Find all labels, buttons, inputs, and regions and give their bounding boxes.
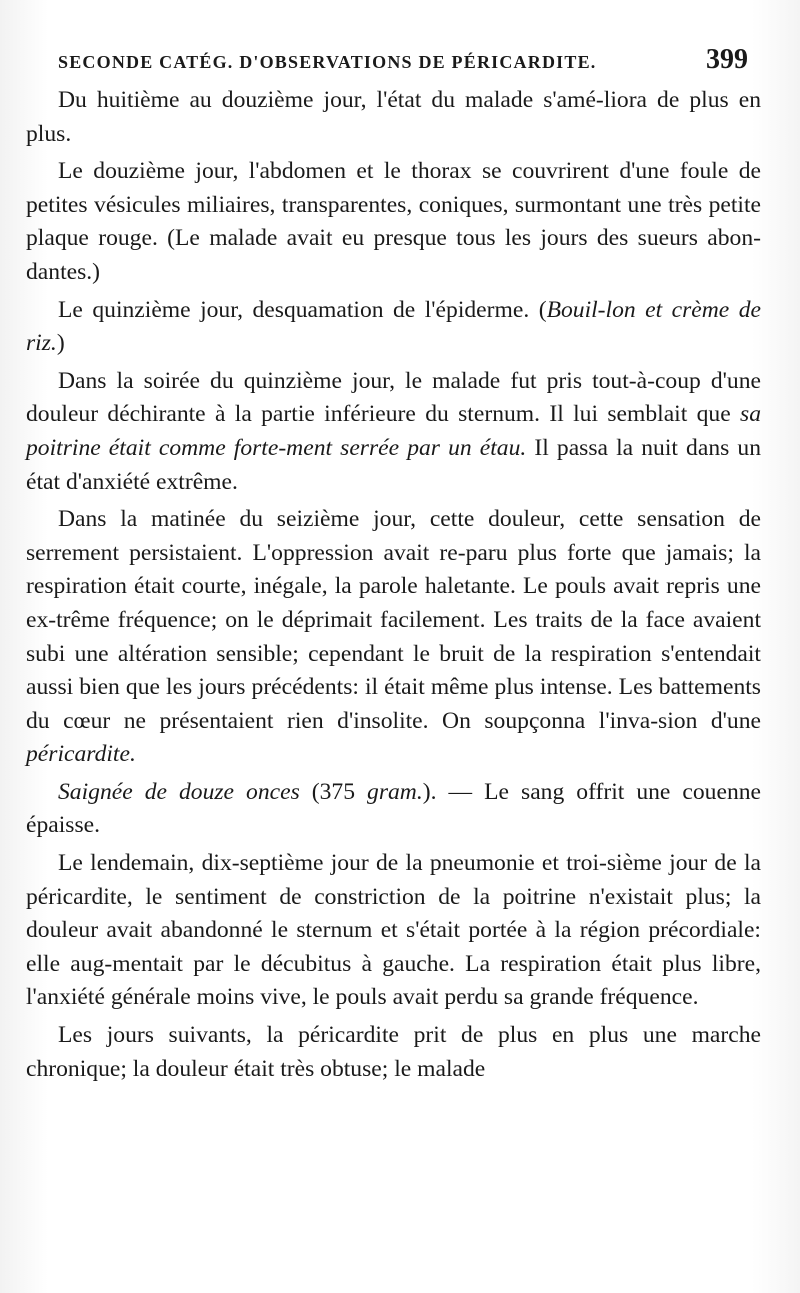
- text-run: ): [56, 330, 65, 357]
- paragraph: [26, 503, 761, 772]
- body-text: [26, 84, 761, 1086]
- text-run: Le quinzième jour, desquamation de l'épiderme. (: [58, 296, 547, 323]
- italic-run: Bouil-lon et crème de riz.: [26, 296, 762, 357]
- paragraph: [26, 776, 761, 843]
- italic-run: Saignée de douze onces: [58, 778, 300, 805]
- paragraph: [26, 1019, 761, 1086]
- text-run: Du huitième au douzième jour, l'état du malade s'amé-liora de plus en plus.: [26, 87, 761, 147]
- text-run: Le lendemain, dix-septième jour de la pneumonie et troi-sième jour de la péricardite, le sentiment de constriction de la poitrine n'existait plus; la douleur avait abandonné le sternum et s'était portée à la région précordiale: elle aug-mentait par le décubitus à gauche. La respiration était plus libre, l'anxiété générale moins vive, le pouls avait perdu sa grande fréquence.: [26, 850, 761, 1011]
- italic-run: péricardite.: [26, 741, 136, 768]
- page-number: 399: [706, 44, 748, 75]
- text-run: Dans la soirée du quinzième jour, le malade fut pris tout-à-coup d'une douleur déchirante à la partie inférieure du sternum. Il lui semblait que: [26, 367, 761, 428]
- italic-run: gram.: [367, 778, 423, 805]
- text-run: (375: [299, 778, 368, 805]
- italic-run: sa poitrine était comme forte-ment serrée par un étau.: [26, 401, 761, 461]
- text-run: Les jours suivants, la péricardite prit de plus en plus une marche chronique; la douleur était très obtuse; le malade: [26, 1022, 761, 1082]
- text-run: Il passa la nuit dans un état d'anxiété extrême.: [26, 434, 761, 495]
- text-run: Le douzième jour, l'abdomen et le thorax se couvrirent d'une foule de petites vésicules miliaires, transparentes, coniques, surmontant une très petite plaque rouge. (Le malade avait eu presque tous les jours des sueurs abon-dantes.): [26, 158, 761, 285]
- paragraph: [26, 847, 761, 1015]
- page-header: [58, 44, 748, 76]
- text-run: ). — Le sang offrit une couenne épaisse.: [26, 778, 762, 839]
- paragraph: [26, 294, 761, 361]
- text-run: Dans la matinée du seizième jour, cette douleur, cette sensation de serrement persistaient. L'oppression avait re-paru plus forte que jamais; la respiration était courte, inégale, la parole haletante. Le pouls avait repris une ex-trême fréquence; on le déprimait facilement. Les traits de la face avaient subi une altération sensible; cependant le bruit de la respiration s'entendait aussi bien que les jours précédents: il était même plus intense. Les battements du cœur ne présentaient rien d'insolite. On soupçonna l'inva-sion d'une: [26, 506, 761, 734]
- paragraph: [26, 84, 761, 151]
- paragraph: [26, 365, 761, 499]
- paragraph: [26, 155, 761, 289]
- running-head: SECONDE CATÉG. D'OBSERVATIONS DE PÉRICARDITE.: [58, 52, 597, 72]
